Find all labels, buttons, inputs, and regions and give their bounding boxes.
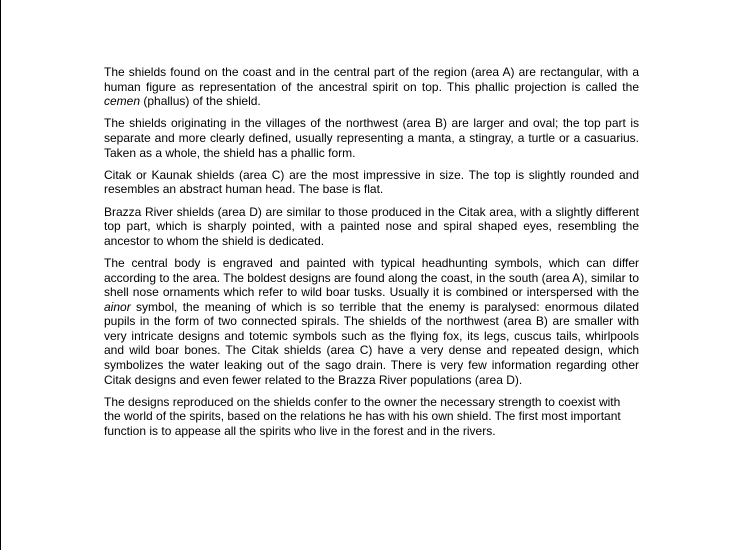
paragraph-central-body-designs	[104, 256, 639, 387]
text-run: The central body is engraved and painted with typical headhunting symbols, which can differ according to the area. The boldest designs are found along the coast, in the south (area A), similar to shell nose ornaments which refer to wild boar tusks. Usually it is combined or interspersed with the	[104, 255, 639, 300]
paragraph-area-a-shields	[104, 65, 639, 109]
paragraph-designs-function: The designs reproduced on the shields confer to the owner the necessary strength to coexist with the world of the spirits, based on the relations he has with his own shield. The first most important function is to appease all the spirits who live in the forest and in the rivers.	[104, 394, 621, 439]
paragraph-area-c-shields: Citak or Kaunak shields (area C) are the most impressive in size. The top is slightly rounded and resembles an abstract human head. The base is flat.	[104, 167, 639, 197]
italic-term-ainor: ainor	[104, 299, 131, 314]
text-run: symbol, the meaning of which is so terrible that the enemy is paralysed: enormous dilated pupils in the form of two connected spirals. The shields of the northwest (area B) are smaller with very intricate designs and totemic symbols such as the flying fox, its legs, cuscus tails, whirlpools and wild boar bones. The Citak shields (area C) have a very dense and repeated design, which symbolizes the water leaking out of the sago drain. There is very few information regarding other Citak designs and even fewer related to the Brazza River populations (area D).	[104, 299, 639, 387]
text-run: (phallus) of the shield.	[140, 94, 261, 109]
italic-term-cemen: cemen	[104, 94, 141, 109]
document-body	[104, 65, 639, 446]
paragraph-area-b-shields: The shields originating in the villages of the northwest (area B) are larger and oval; the top part is separate and more clearly defined, usually representing a manta, a stingray, a turtle or a casuarius. Taken as a whole, the shield has a phallic form.	[104, 116, 639, 160]
text-run: The shields found on the coast and in the central part of the region (area A) are rectangular, with a human figure as representation of the ancestral spirit on top. This phallic projection is called the	[104, 65, 639, 94]
paragraph-area-d-shields: Brazza River shields (area D) are similar to those produced in the Citak area, with a slightly different top part, which is sharply pointed, with a painted nose and spiral shaped eyes, resembling the ancestor to whom the shield is dedicated.	[104, 204, 639, 248]
